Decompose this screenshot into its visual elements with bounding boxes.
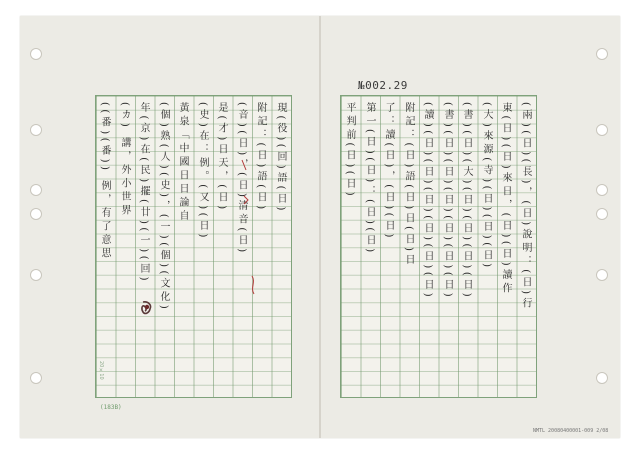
handwritten-column: 附記：(日)語(日)日(日)日 (403, 102, 414, 268)
handwritten-column: (兩)(日)(長)，(日)說明：(日)行 (520, 102, 531, 312)
handwritten-column: 了：讀(日)，(日)(日) (383, 102, 394, 241)
punch-hole (596, 269, 608, 281)
handwritten-column: (書)(日)(大)(日)(日)(日)(日) (461, 102, 472, 301)
handwritten-column: (カ) 講，外小世界 (119, 102, 130, 218)
punch-hole (30, 372, 42, 384)
handwritten-column: 是(才)日天，(日) (216, 102, 227, 213)
handwritten-column: 東(日)(日)來日，(日)(日)讀作 (500, 102, 511, 297)
handwritten-column: (史)在：例。(又)(日) (197, 102, 208, 241)
archive-code: NMTL 20080400001-009 2/08 (533, 428, 609, 434)
punch-hole (30, 48, 42, 60)
manuscript-sheet (20, 16, 620, 438)
handwritten-column: 平判前(日)(日) (344, 102, 355, 200)
handwritten-column: 第一(日)(日)：(日)(日) (364, 102, 375, 256)
document-number: №002.29 (358, 79, 408, 92)
red-correction-marks (238, 156, 268, 316)
handwritten-column: 現(役)(回)語(日) (275, 102, 286, 214)
handwritten-column: (音)(日)，(日)清音(日) (236, 102, 247, 256)
punch-hole (30, 124, 42, 136)
punch-hole (30, 208, 42, 220)
handwritten-column: (大)來源(寺)(日)(日)(日) (481, 102, 492, 271)
handwritten-column: (個)熟(人)(史)，(一)(個)(文化) (158, 102, 169, 313)
page-code: (183B) (100, 404, 122, 411)
handwritten-column: ((番)(番)) 例，有了意思 (99, 102, 110, 262)
punch-hole (30, 269, 42, 281)
handwritten-column: 年(京)在(民)擺(廿)(一)(回) (138, 102, 149, 285)
ink-blot (140, 300, 154, 316)
handwritten-column: 黃泉「中國日日論自 (177, 102, 188, 224)
punch-hole (596, 208, 608, 220)
handwritten-column: (書)(日)(日)(日)(日)(日)(日) (442, 102, 453, 301)
punch-hole (596, 184, 608, 196)
handwritten-column: 附記：(日)語(日) (255, 102, 266, 213)
punch-hole (596, 124, 608, 136)
punch-hole (596, 372, 608, 384)
punch-hole (596, 48, 608, 60)
handwritten-column: (讀)(日)(日)(日)(日)(日)(日) (422, 102, 433, 301)
punch-hole (30, 184, 42, 196)
grid-size-stamp: 20×10 (98, 361, 104, 380)
center-fold (319, 16, 321, 438)
